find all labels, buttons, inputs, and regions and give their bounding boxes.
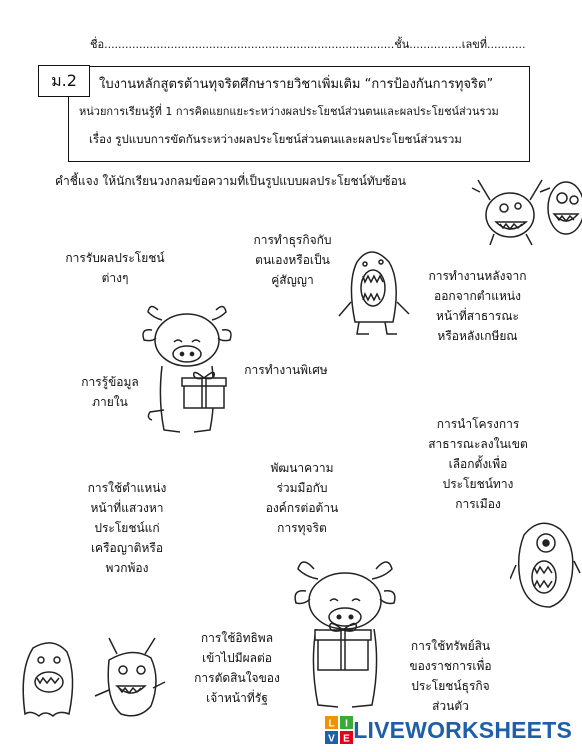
logo-letter: V	[328, 733, 336, 744]
learning-unit: หน่วยการเรียนรู้ที่ 1 การคิดแยกแยะระหว่างผลประโยชน์ส่วนตนและผลประโยชน์ส่วนรวม	[79, 105, 499, 118]
liveworksheets-logo	[325, 716, 572, 744]
phrase-line: การทำธุรกิจกับ	[253, 233, 332, 247]
monster-icon	[335, 242, 415, 337]
phrase-line: เลือกตั้งเพื่อ	[448, 457, 508, 471]
grade-level-box	[38, 65, 90, 97]
phrase-line: พวกพ้อง	[105, 561, 149, 575]
header-box	[68, 66, 530, 162]
phrase-line: เจ้าหน้าที่รัฐ	[206, 691, 268, 705]
brand-name: LIVEWORKSHEETS	[353, 716, 572, 743]
phrase-insider-info[interactable]	[70, 372, 150, 412]
worksheet-title: ใบงานหลักสูตรต้านทุจริตศึกษารายวิชาเพิ่มเติม “การป้องกันการทุจริต”	[99, 77, 494, 92]
phrase-line: การใช้ตำแหน่ง	[87, 481, 167, 495]
phrase-nepotism[interactable]	[72, 478, 182, 578]
instruction-text: คำชี้แจง ให้นักเรียนวงกลมข้อความที่เป็นรูปแบบผลประโยชน์ทับซ้อน	[55, 174, 406, 188]
monster-icon	[470, 170, 582, 250]
monster-icon	[510, 515, 582, 615]
gift-icon	[312, 620, 374, 674]
phrase-line: ส่วนตัว	[432, 699, 469, 713]
phrase-line: พัฒนาความ	[270, 461, 334, 475]
phrase-line: ประโยชน์ธุรกิจ	[411, 679, 490, 693]
logo-letter: L	[328, 718, 335, 730]
phrase-line: ภายใน	[92, 395, 128, 409]
phrase-line: การใช้ทรัพย์สิน	[410, 639, 491, 653]
name-class-number-line[interactable]: ชื่อ...................................................................................ชั้น...............เลขที่...........	[90, 38, 526, 51]
phrase-line: หน้าที่แสวงหา	[90, 501, 164, 515]
phrase-line: ประโยชน์ทาง	[442, 477, 514, 491]
phrase-line: ร่วมมือกับ	[276, 481, 328, 495]
gift-icon	[180, 370, 230, 412]
phrase-line: การรับผลประโยชน์	[65, 251, 165, 265]
phrase-line: หน้าที่สาธารณะ	[436, 309, 519, 323]
monster-icon	[5, 630, 170, 725]
phrase-line: ต่างๆ	[101, 271, 129, 285]
phrase-line: องค์กรต่อต้าน	[265, 501, 339, 515]
phrase-line: ประโยชน์แก่	[94, 521, 160, 535]
phrase-line: การรู้ข้อมูล	[81, 375, 139, 389]
phrase-line: การใช้อิทธิพล	[200, 631, 274, 645]
phrase-line: คู่สัญญา	[271, 273, 314, 287]
phrase-line: ออกจากตำแหน่ง	[434, 289, 521, 303]
phrase-line: การเมือง	[455, 497, 501, 511]
phrase-post-employment[interactable]	[420, 266, 535, 346]
topic-line: เรื่อง รูปแบบการขัดกันระหว่างผลประโยชน์ส่วนตนและผลประโยชน์ส่วนรวม	[89, 132, 462, 146]
logo-letter: E	[343, 733, 351, 744]
phrase-line: สาธารณะลงในเขต	[428, 437, 528, 451]
phrase-line: การทำงานพิเศษ	[244, 363, 328, 377]
phrase-line: การทุจริต	[277, 521, 327, 535]
phrase-influence-officials[interactable]	[182, 628, 292, 708]
logo-letter: I	[345, 718, 349, 730]
phrase-business-contract[interactable]	[240, 230, 345, 290]
liveworksheets-logo-icon	[325, 716, 353, 744]
phrase-extra-work[interactable]	[236, 360, 336, 380]
phrase-line: ตนเองหรือเป็น	[255, 253, 330, 267]
phrase-line: เครือญาติหรือ	[90, 541, 164, 555]
phrase-line: การตัดสินใจของ	[194, 671, 280, 685]
phrase-anti-corruption-cooperation[interactable]	[252, 458, 352, 538]
phrase-state-property-misuse[interactable]	[393, 636, 508, 716]
phrase-receive-benefits[interactable]	[55, 248, 175, 288]
phrase-line: หรือหลังเกษียณ	[437, 329, 518, 343]
phrase-line: ของราชการเพื่อ	[409, 659, 492, 673]
phrase-political-project[interactable]	[418, 414, 538, 514]
phrase-line: การนำโครงการ	[436, 417, 520, 431]
phrase-line: การทำงานหลังจาก	[428, 269, 527, 283]
grade-level: ม.2	[51, 70, 77, 90]
phrase-line: เข้าไปมีผลต่อ	[202, 651, 272, 665]
